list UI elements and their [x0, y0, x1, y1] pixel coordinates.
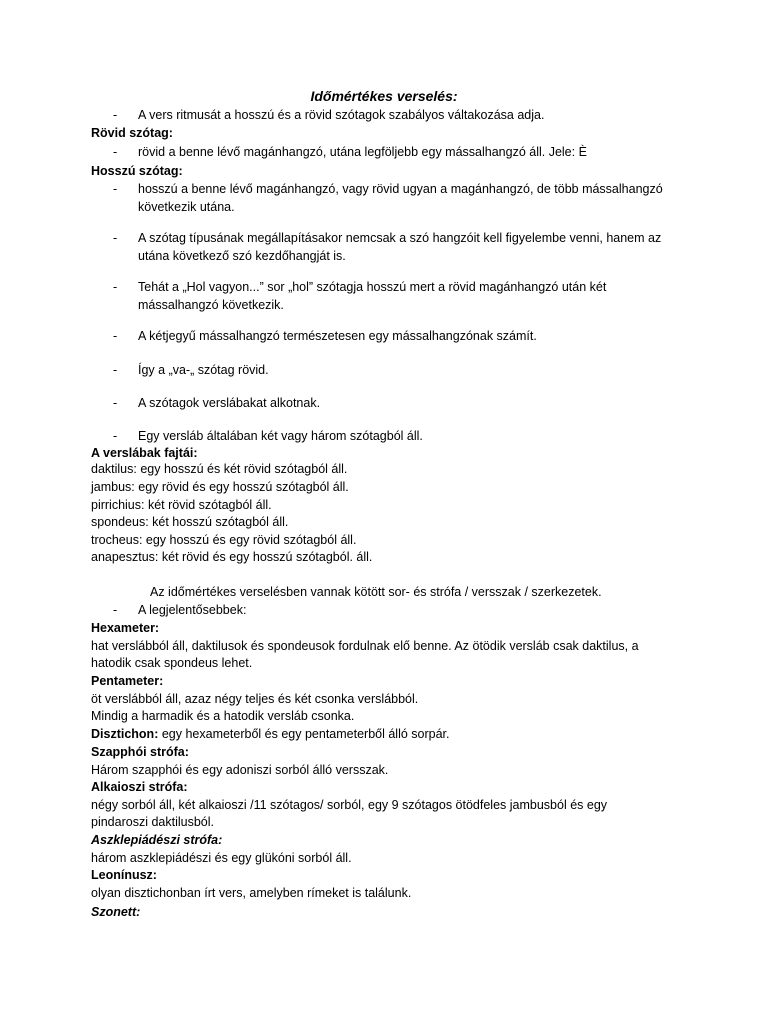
page-title: Időmértékes verselés:: [310, 88, 458, 104]
bullet-text: Tehát a „Hol vagyon...” sor „hol” szótagja hosszú mert a rövid magánhangzó után két mássalhangzó következik.: [138, 280, 607, 312]
bullet-dash: -: [113, 329, 118, 343]
bullet-text: A vers ritmusát a hosszú és a rövid szótagok szabályos váltakozása adja.: [138, 108, 545, 122]
alkaioszi-text: pindaroszi daktilusból.: [91, 815, 214, 829]
section-heading-hexameter: Hexameter:: [91, 621, 160, 635]
bullet-text: Így a „va-„ szótag rövid.: [138, 363, 269, 377]
bullet-text: A kétjegyű mássalhangzó természetesen egy mássalhangzónak számít.: [138, 329, 537, 343]
bullet-dash: -: [113, 429, 118, 443]
bullet-text: rövid a benne lévő magánhangzó, utána legföljebb egy mássalhangzó áll. Jele: È: [138, 145, 587, 159]
bullet-dash: -: [113, 363, 118, 377]
section-heading-hosszu: Hosszú szótag:: [91, 164, 183, 178]
leoninusz-text: olyan disztichonban írt vers, amelyben rímeket is találunk.: [91, 886, 412, 900]
bullet-dash: -: [113, 145, 118, 159]
bullet-dash: -: [113, 231, 118, 245]
hexameter-text: hatodik csak spondeus lehet.: [91, 656, 253, 670]
versláb-item: anapesztus: két rövid és egy hosszú szótagból. áll.: [91, 550, 373, 564]
bullet-text: hosszú a benne lévő magánhangzó, vagy rövid ugyan a magánhangzó, de több mássalhangzó következik utána.: [138, 182, 663, 214]
bullet-text: A szótagok verslábakat alkotnak.: [138, 396, 321, 410]
section-heading-rovid: Rövid szótag:: [91, 126, 173, 140]
pentameter-text: öt verslábból áll, azaz négy teljes és két csonka verslábból.: [91, 692, 419, 706]
aszklepiadeszi-text: három aszklepiádészi és egy glükóni sorból áll.: [91, 851, 352, 865]
versláb-item: daktilus: egy hosszú és két rövid szótagból áll.: [91, 462, 348, 476]
pentameter-text: Mindig a harmadik és a hatodik versláb csonka.: [91, 709, 355, 723]
versláb-item: pirrichius: két rövid szótagból áll.: [91, 498, 272, 512]
bullet-dash: -: [113, 396, 118, 410]
versláb-item: trocheus: egy hosszú és egy rövid szótagból áll.: [91, 533, 357, 547]
section-heading-pentameter: Pentameter:: [91, 674, 164, 688]
versláb-item: spondeus: két hosszú szótagból áll.: [91, 515, 289, 529]
disztichon-label: Disztichon:: [91, 727, 159, 741]
bullet-text: A szótag típusának megállapításakor nemcsak a szó hangzóit kell figyelembe venni, hanem az utána következő szó kezdőhangját is.: [138, 231, 662, 263]
section-heading-alkaioszi: Alkaioszi strófa:: [91, 780, 188, 794]
section-heading-verslabak: A verslábak fajtái:: [91, 446, 198, 460]
bullet-text: A legjelentősebbek:: [138, 603, 247, 617]
section-heading-szapphoi: Szapphói strófa:: [91, 745, 189, 759]
intro-sentence: Az időmértékes verselésben vannak kötött sor- és strófa / versszak / szerkezetek.: [150, 585, 602, 599]
bullet-dash: -: [113, 182, 118, 196]
bullet-dash: -: [113, 280, 118, 294]
hexameter-text: hat verslábból áll, daktilusok és spondeusok fordulnak elő benne. Az ötödik versláb csak daktilus, a: [91, 639, 639, 653]
section-heading-aszklepiadeszi: Aszklepiádészi strófa:: [91, 833, 223, 847]
bullet-dash: -: [113, 603, 118, 617]
disztichon-line: [91, 726, 450, 744]
alkaioszi-text: négy sorból áll, két alkaioszi /11 szótagos/ sorból, egy 9 szótagos ötödfeles jambusból és egy: [91, 798, 608, 812]
section-heading-leoninusz: Leonínusz:: [91, 868, 157, 882]
disztichon-text: egy hexameterből és egy pentameterből álló sorpár.: [158, 727, 450, 741]
section-heading-szonett: Szonett:: [91, 905, 141, 919]
bullet-dash: -: [113, 108, 118, 122]
bullet-text: Egy versláb általában két vagy három szótagból áll.: [138, 429, 423, 443]
szapphoi-text: Három szapphói és egy adoniszi sorból álló versszak.: [91, 763, 389, 777]
versláb-item: jambus: egy rövid és egy hosszú szótagból áll.: [91, 480, 349, 494]
